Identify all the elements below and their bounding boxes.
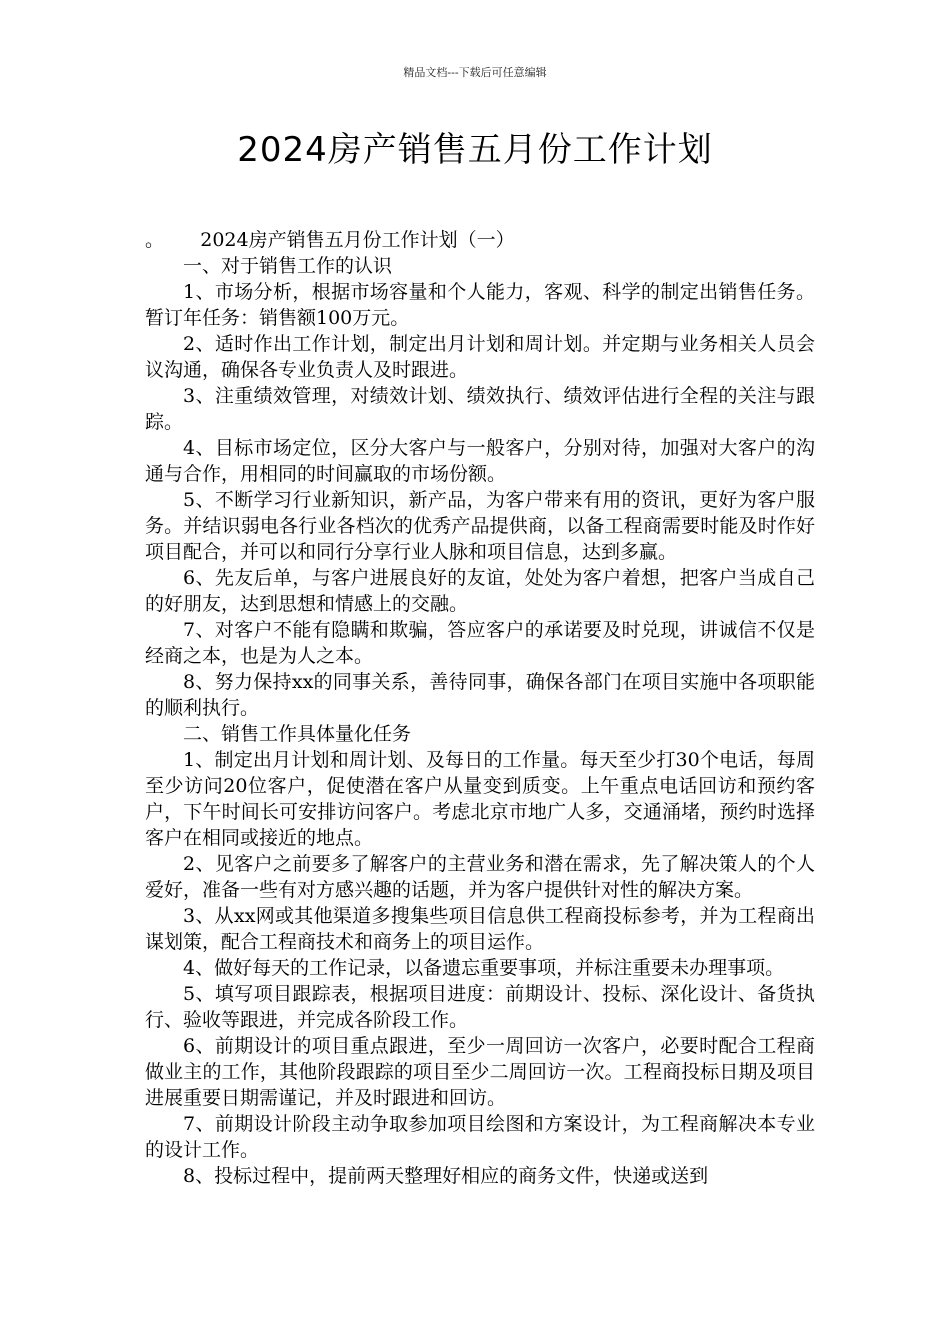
list-item: 4、目标市场定位，区分大客户与一般客户，分别对待，加强对大客户的沟通与合作，用相同的时间赢取的市场份额。 xyxy=(145,437,815,485)
header-note: 精品文档---下载后可任意编辑 xyxy=(403,66,547,79)
document-body xyxy=(145,227,815,1189)
list-item: 8、投标过程中，提前两天整理好相应的商务文件，快递或送到 xyxy=(183,1165,709,1187)
list-item: 1、市场分析，根据市场容量和个人能力，客观、科学的制定出销售任务。暂订年任务：销售额100万元。 xyxy=(145,281,815,329)
list-item: 8、努力保持xx的同事关系，善待同事，确保各部门在项目实施中各项职能的顺利执行。 xyxy=(145,671,815,719)
list-item: 1、制定出月计划和周计划、及每日的工作量。每天至少打30个电话，每周至少访问20位客户，促使潜在客户从量变到质变。上午重点电话回访和预约客户，下午时间长可安排访问客户。考虑北京市地广人多，交通涌堵，预约时选择客户在相同或接近的地点。 xyxy=(145,749,815,849)
list-item: 3、从xx网或其他渠道多搜集些项目信息供工程商投标参考，并为工程商出谋划策，配合工程商技术和商务上的项目运作。 xyxy=(145,905,815,953)
list-item: 7、前期设计阶段主动争取参加项目绘图和方案设计，为工程商解决本专业的设计工作。 xyxy=(145,1113,815,1161)
list-item: 7、对客户不能有隐瞒和欺骗，答应客户的承诺要及时兑现，讲诚信不仅是经商之本，也是为人之本。 xyxy=(145,619,815,667)
section-heading: 一、对于销售工作的认识 xyxy=(183,255,393,277)
list-item: 6、先友后单，与客户进展良好的友谊，处处为客户着想，把客户当成自己的好朋友，达到思想和情感上的交融。 xyxy=(145,567,815,615)
list-item: 5、不断学习行业新知识，新产品，为客户带来有用的资讯，更好为客户服务。并结识弱电各行业各档次的优秀产品提供商，以备工程商需要时能及时作好项目配合，并可以和同行分享行业人脉和项目信息，达到多赢。 xyxy=(145,489,815,563)
list-item: 3、注重绩效管理，对绩效计划、绩效执行、绩效评估进行全程的关注与跟踪。 xyxy=(145,385,815,433)
list-item: 4、做好每天的工作记录，以备遗忘重要事项，并标注重要未办理事项。 xyxy=(183,957,785,979)
list-item: 2、适时作出工作计划，制定出月计划和周计划。并定期与业务相关人员会议沟通，确保各专业负责人及时跟进。 xyxy=(145,333,815,381)
document-title: 2024房产销售五月份工作计划 xyxy=(237,130,713,170)
list-item: 2、见客户之前要多了解客户的主营业务和潜在需求，先了解决策人的个人爱好，准备一些有对方感兴趣的话题，并为客户提供针对性的解决方案。 xyxy=(145,853,815,901)
list-item: 5、填写项目跟踪表，根据项目进度：前期设计、投标、深化设计、备货执行、验收等跟进，并完成各阶段工作。 xyxy=(145,983,815,1031)
section-heading: 二、销售工作具体量化任务 xyxy=(183,723,412,745)
list-item: 6、前期设计的项目重点跟进，至少一周回访一次客户，必要时配合工程商做业主的工作，其他阶段跟踪的项目至少二周回访一次。工程商投标日期及项目进展重要日期需谨记，并及时跟进和回访。 xyxy=(145,1035,815,1109)
intro-line: 。 2024房产销售五月份工作计划（一） xyxy=(145,229,515,251)
